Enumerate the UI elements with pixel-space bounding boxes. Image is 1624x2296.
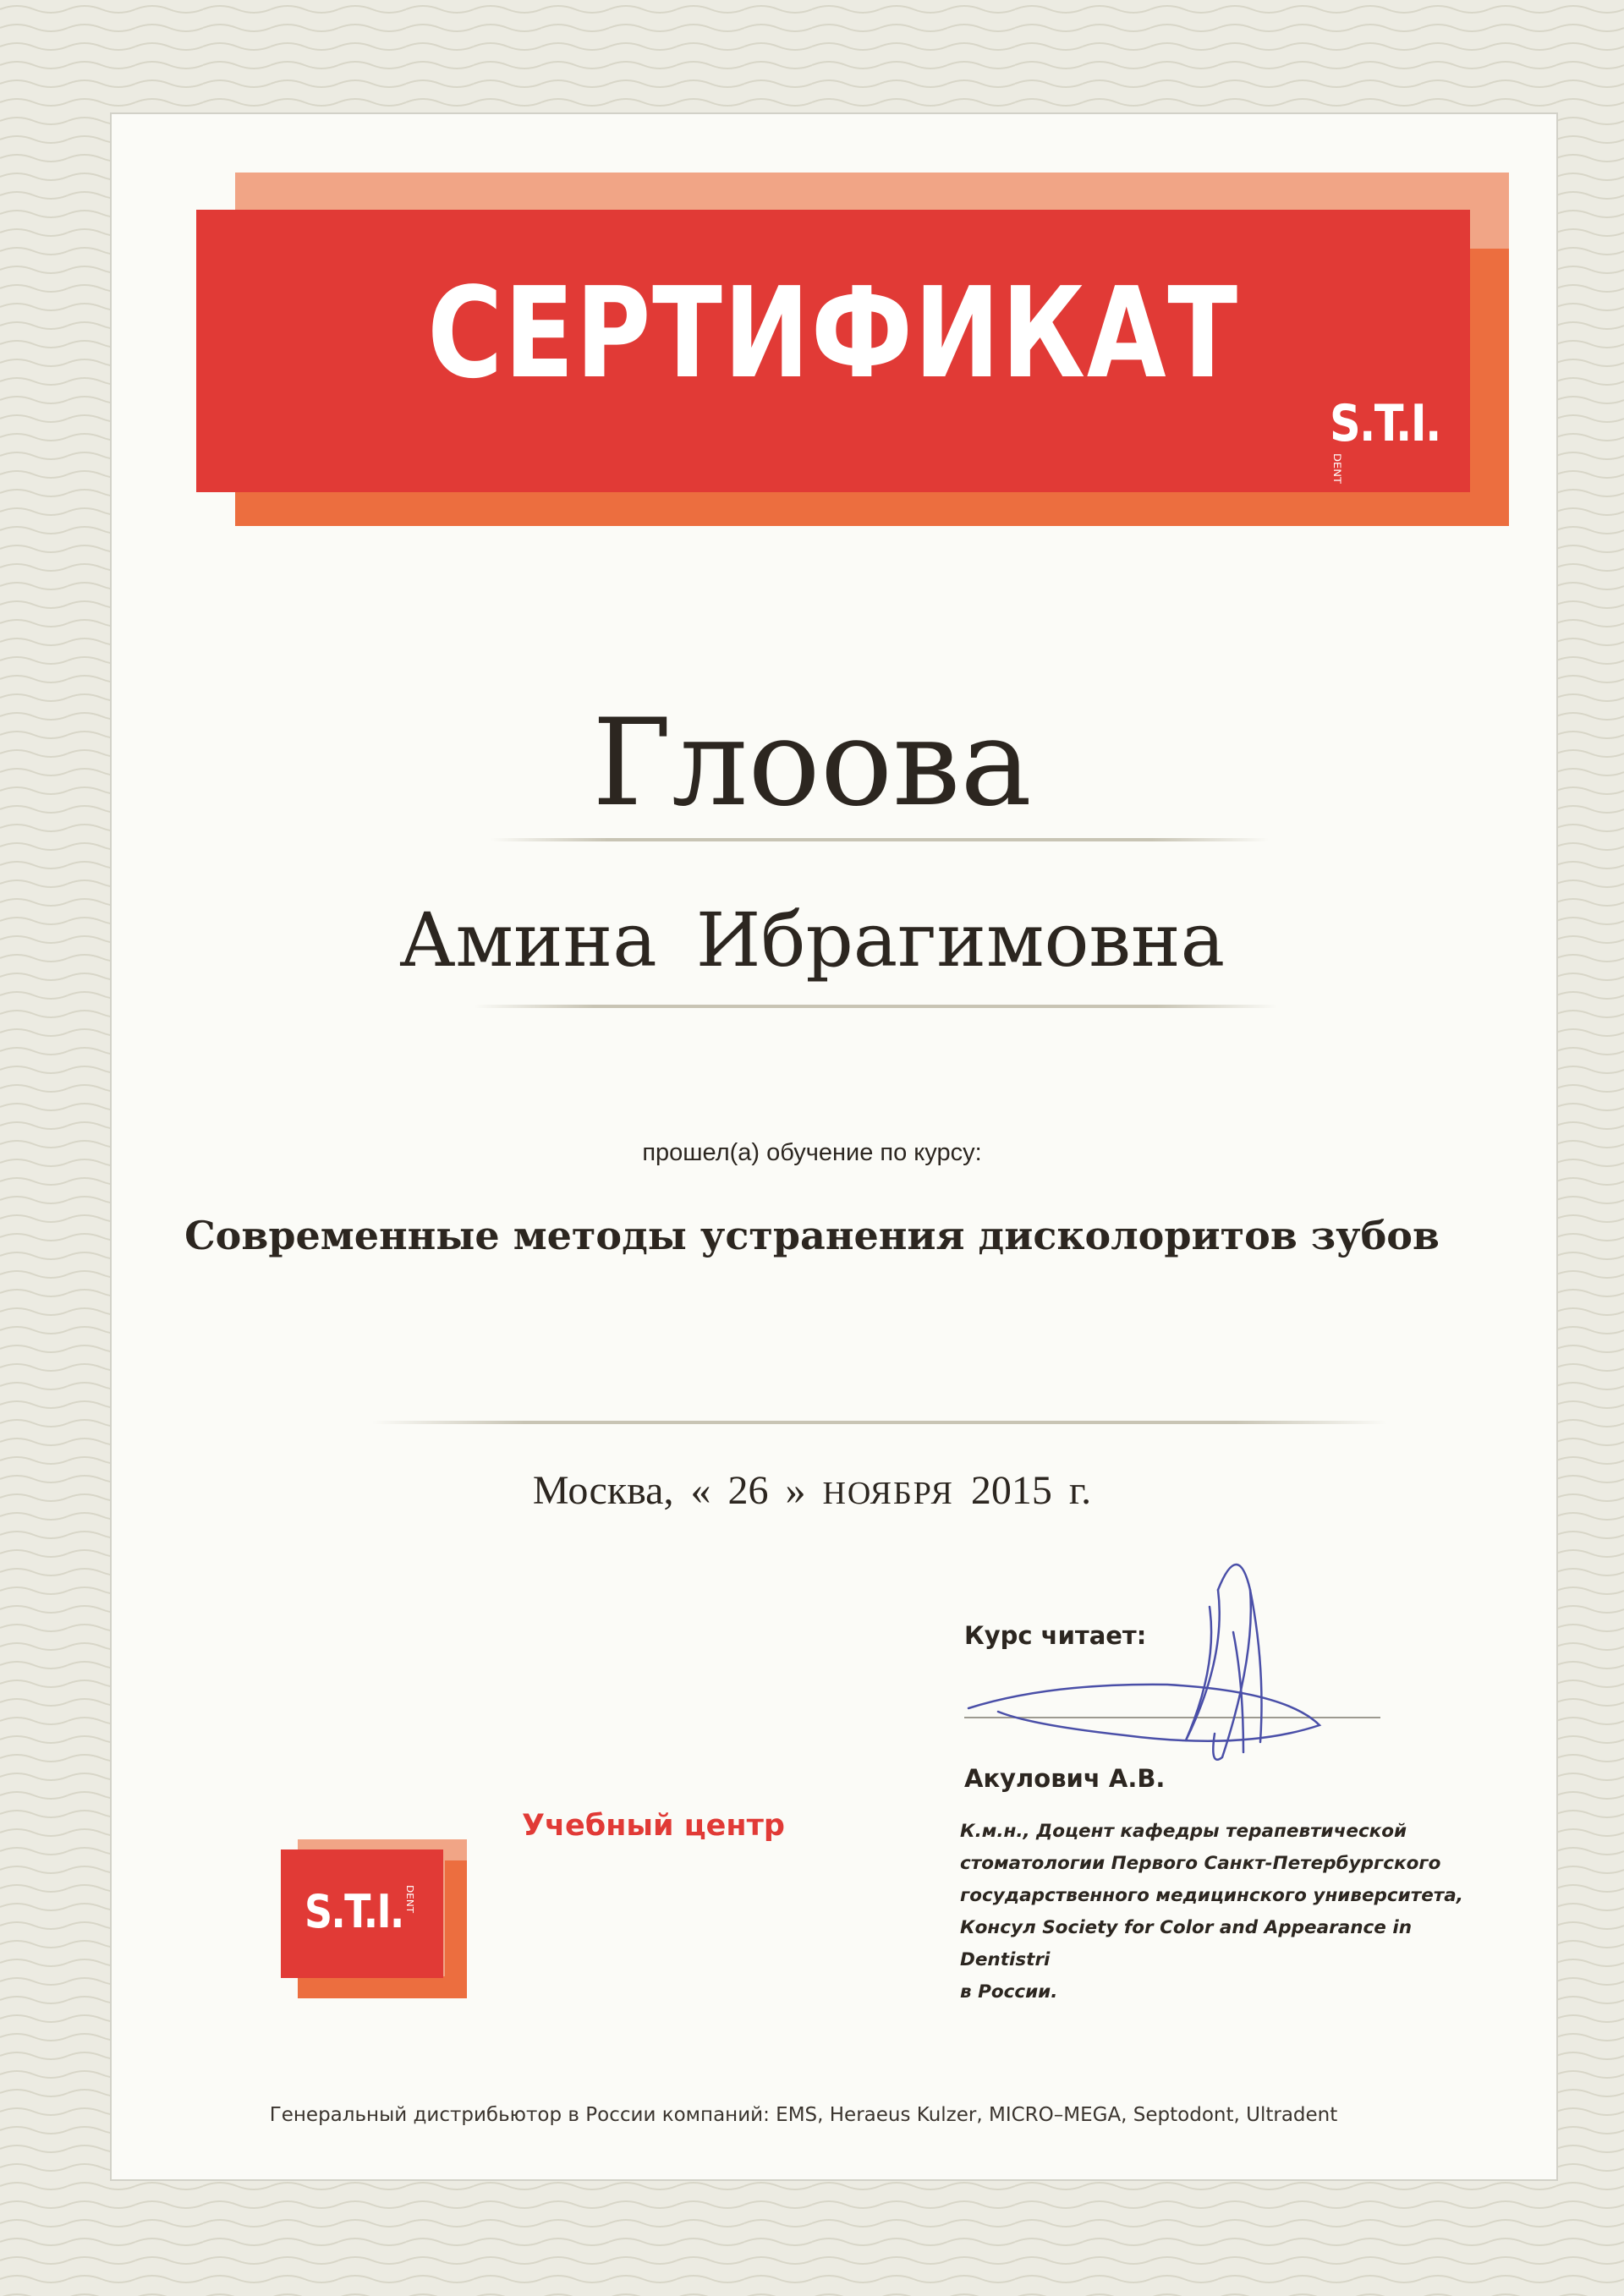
recipient-given-names: Амина Ибрагимовна <box>398 896 1226 984</box>
lecturer-credentials-line: в России. <box>960 1981 1058 2003</box>
training-logo-dent: DENT <box>404 1885 415 1914</box>
course-title: Современные методы устранения дисколоритов зубов <box>184 1213 1440 1258</box>
course-underline <box>372 1421 1387 1424</box>
lecturer-credentials <box>960 1816 1501 2008</box>
training-center-label: Учебный центр <box>522 1809 785 1843</box>
training-logo-text <box>304 1885 414 1938</box>
year: 2015 г. <box>970 1468 1092 1513</box>
lecturer-credentials-line: Консул Society for Color and Appearance in Dentistri <box>960 1917 1413 1970</box>
day: « 26 » <box>690 1468 806 1513</box>
lecturer-label: Курс читает: <box>964 1621 1147 1650</box>
certificate-banner <box>196 210 1470 492</box>
banner-shadow-bottom <box>235 490 1509 526</box>
training-logo-shadow-bottom <box>298 1976 467 1998</box>
lecturer-credentials-line: стоматологии Первого Санкт-Петербургского <box>960 1853 1441 1874</box>
sti-logo-dent: DENT <box>1330 453 1342 484</box>
signature-image <box>964 1539 1387 1784</box>
training-logo-sti: S.T.I. <box>304 1885 403 1938</box>
distributor-footer: Генеральный дистрибьютор в России компаний: EMS, Heraeus Kulzer, MICRO–MEGA, Septodont, Ultradent <box>269 2104 1338 2126</box>
lecturer-credentials-line: К.м.н., Доцент кафедры терапевтической <box>960 1821 1407 1842</box>
surname-underline <box>491 838 1269 841</box>
recipient-surname: Глоова <box>592 693 1032 833</box>
lecturer-name: Акулович А.В. <box>964 1764 1166 1793</box>
training-center-logo <box>281 1849 443 1978</box>
city: Москва, <box>532 1468 674 1513</box>
lecturer-credentials-line: государственного медицинского университета, <box>960 1885 1463 1906</box>
sti-logo-text: S.T.I. <box>1330 394 1440 453</box>
training-logo-shadow-side <box>445 1860 467 1998</box>
month: НОЯБРЯ <box>822 1476 954 1511</box>
course-intro: прошел(а) обучение по курсу: <box>642 1139 982 1166</box>
certificate-title: СЕРТИФИКАТ <box>427 260 1239 406</box>
sti-dent-logo <box>1330 394 1449 512</box>
place-and-date <box>0 1467 1624 1514</box>
given-names-underline <box>474 1005 1277 1008</box>
